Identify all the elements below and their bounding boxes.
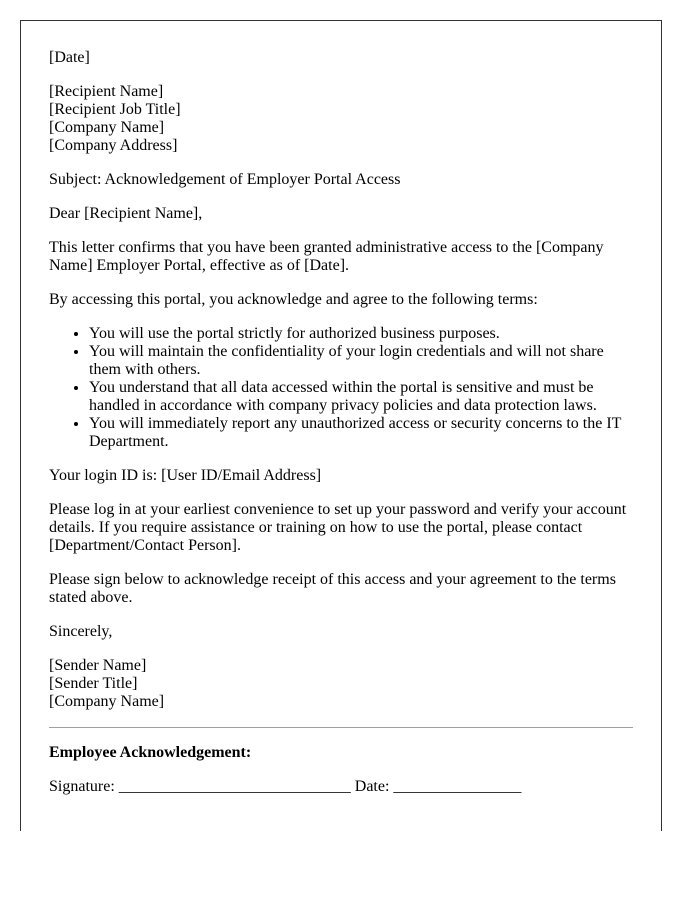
terms-list-item: • You will maintain the confidentiality of your login credentials and will not share them with others.: [89, 343, 633, 379]
terms-list: [49, 325, 633, 451]
terms-intro: By accessing this portal, you acknowledge and agree to the following terms:: [49, 291, 538, 308]
sender-company: [Company Name]: [49, 693, 165, 710]
signature-row: [49, 778, 633, 796]
recipient-name: [Recipient Name]: [49, 83, 164, 100]
login-id: Your login ID is: [User ID/Email Address]: [49, 467, 322, 484]
sender-title: [Sender Title]: [49, 675, 138, 692]
terms-list-item: • You will use the portal strictly for authorized business purposes.: [89, 325, 633, 343]
recipient-block: [49, 83, 633, 155]
recipient-company: [Company Name]: [49, 119, 165, 136]
letter-container: [20, 20, 662, 831]
letter-closing: Sincerely,: [49, 623, 113, 640]
letter-salutation: Dear [Recipient Name],: [49, 205, 203, 222]
recipient-job-title: [Recipient Job Title]: [49, 101, 181, 118]
date-label: Date:: [350, 778, 394, 795]
signature-line[interactable]: _____________________________: [118, 778, 351, 795]
terms-list-item: • You will immediately report any unauthorized access or security concerns to the IT Department.: [89, 415, 633, 451]
date-line[interactable]: ________________: [393, 778, 522, 795]
terms-list-item: • You understand that all data accessed within the portal is sensitive and must be handled in accordance with company privacy policies and data protection laws.: [89, 379, 633, 415]
intro-paragraph: This letter confirms that you have been granted administrative access to the [Company Name] Employer Portal, effective as of [Date].: [49, 239, 604, 274]
section-divider: [49, 727, 633, 728]
sign-request: Please sign below to acknowledge receipt of this access and your agreement to the terms stated above.: [49, 571, 616, 606]
recipient-address: [Company Address]: [49, 137, 178, 154]
acknowledgement-heading: Employee Acknowledgement:: [49, 744, 252, 761]
letter-date: [Date]: [49, 49, 90, 66]
sender-name: [Sender Name]: [49, 657, 147, 674]
signature-label: Signature:: [49, 778, 119, 795]
login-instructions: Please log in at your earliest convenience to set up your password and verify your account details. If you require assistance or training on how to use the portal, please contact [Department/Contact Person].: [49, 501, 627, 554]
letter-subject: Subject: Acknowledgement of Employer Portal Access: [49, 171, 401, 188]
sender-block: [49, 657, 633, 711]
